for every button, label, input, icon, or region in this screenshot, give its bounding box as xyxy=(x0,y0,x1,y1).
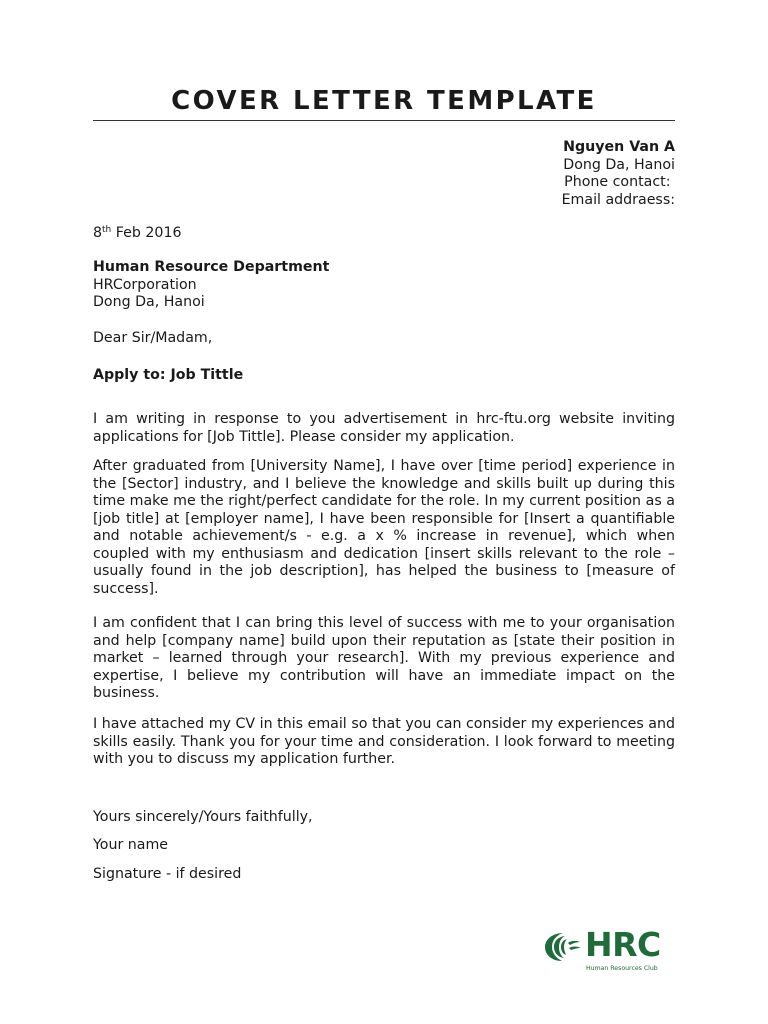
sender-name: Nguyen Van A xyxy=(563,139,675,155)
body-paragraph: I am writing in response to you advertisement in hrc-ftu.org website inviting applications for [Job Tittle]. Please consider my application. xyxy=(93,411,675,445)
closing-line: Yours sincerely/Yours faithfully, xyxy=(93,809,313,825)
recipient-block xyxy=(93,259,675,312)
sender-block xyxy=(562,139,675,209)
body-paragraph: I have attached my CV in this email so that you can consider my experiences and skills easily. Thank you for your time and consideration. I look forward to meeting with you to discuss my application further. xyxy=(93,716,675,767)
sender-address: Dong Da, Hanoi xyxy=(563,156,675,173)
recipient-address: Dong Da, Hanoi xyxy=(93,294,205,310)
logo-subtitle: Human Resources Club xyxy=(586,965,658,972)
title-divider xyxy=(93,120,675,121)
date-day: 8 xyxy=(93,225,103,241)
signature-line: Signature - if desired xyxy=(93,866,242,882)
letter-date xyxy=(93,225,675,243)
logo-wordmark: HRC xyxy=(585,925,661,964)
hrc-swirl-icon xyxy=(543,930,583,964)
your-name: Your name xyxy=(93,837,169,853)
recipient-department: Human Resource Department xyxy=(93,259,330,275)
subject-line: Apply to: Job Tittle xyxy=(93,367,244,383)
sender-email: Email addraess: xyxy=(561,191,675,208)
sender-phone: Phone contact: xyxy=(564,174,675,190)
document-title: COVER LETTER TEMPLATE xyxy=(171,86,597,116)
body-paragraph: I am confident that I can bring this level of success with me to your organisation and help [company name] build upon their reputation as [state their position in market – learned through your research]. With my previous experience and expertise, I believe my contribution will have an immediate impact on the business. xyxy=(93,615,675,701)
body-paragraph: After graduated from [University Name], I have over [time period] experience in the [Sector] industry, and I believe the knowledge and skills built up during this time make me the right/perfect candidate for the role. In my current position as a [job title] at [employer name], I have been responsible for [Insert a quantifiable and notable achievement/s - e.g. a x % increase in revenue], which when coupled with my enthusiasm and dedication [insert skills relevant to the role – usually found in the job description], has helped the business to [measure of success]. xyxy=(93,458,675,597)
recipient-company: HRCorporation xyxy=(93,276,197,293)
salutation: Dear Sir/Madam, xyxy=(93,330,213,346)
hrc-logo xyxy=(543,927,669,979)
date-suffix: th xyxy=(102,225,112,235)
date-rest: Feb 2016 xyxy=(111,225,182,241)
